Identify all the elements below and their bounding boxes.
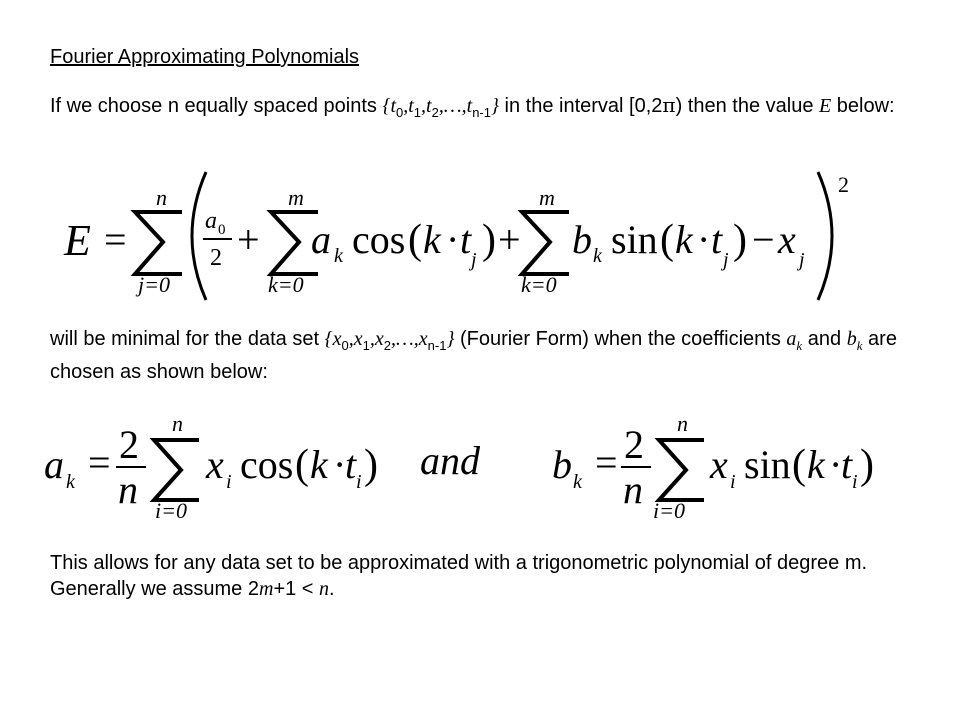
- bk-sub: k: [573, 471, 582, 493]
- bk-x: x: [710, 442, 728, 487]
- coef-a: a: [311, 217, 331, 262]
- ak-num: 2: [119, 422, 139, 467]
- x-var-sub: j: [799, 249, 805, 271]
- sum-k2-top: m: [539, 185, 555, 210]
- pi-symbol: π: [662, 93, 676, 117]
- sum-j-top: n: [156, 185, 167, 210]
- bk-dot: ·: [829, 442, 843, 487]
- minus: −: [752, 217, 775, 262]
- sin-close: ): [733, 217, 747, 263]
- coef-b: b: [572, 217, 592, 262]
- and-word: and: [420, 438, 480, 483]
- E-symbol: E: [819, 95, 832, 117]
- m-symbol: m: [258, 578, 274, 600]
- a0-letter: a: [205, 208, 217, 234]
- ak-t: t: [345, 442, 357, 487]
- bk-t: t: [841, 442, 853, 487]
- bk-b: b: [552, 442, 572, 487]
- ak-t-sub: i: [356, 471, 362, 493]
- bk-open: (: [792, 442, 806, 488]
- sin-open: (: [660, 217, 674, 263]
- ak-equals: =: [88, 440, 111, 485]
- cos-t-sub: j: [471, 249, 477, 271]
- sin-t-sub: j: [723, 249, 729, 271]
- ak-sub: k: [66, 471, 75, 493]
- x-var: x: [778, 217, 796, 262]
- bk-x-sub: i: [730, 471, 736, 493]
- ak-cos: cos: [240, 442, 294, 487]
- sin-func: sin: [611, 217, 658, 262]
- bk-sum-bottom: i=0: [653, 498, 685, 523]
- sin-k: k: [675, 217, 693, 262]
- intro-text-a: If we choose n equally spaced points: [50, 95, 377, 117]
- bk-close: ): [860, 442, 874, 488]
- coef-b-sub: k: [593, 245, 602, 267]
- sum-j-bottom: j=0: [138, 272, 170, 297]
- conclusion-text-b: +1 <: [273, 578, 314, 600]
- slide-title: Fourier Approximating Polynomials: [50, 46, 360, 68]
- intro-text-b: in the interval [0,2: [504, 95, 663, 117]
- power-two: 2: [838, 172, 849, 197]
- sin-dot: ·: [697, 217, 711, 262]
- sin-t: t: [711, 217, 723, 262]
- bk-sum-top: n: [677, 411, 688, 436]
- coef-a-inline: $a_k$: [786, 328, 803, 353]
- conclusion-paragraph: [50, 550, 930, 602]
- ak-open: (: [295, 442, 309, 488]
- a0-sub: 0: [218, 222, 226, 238]
- cos-k: k: [423, 217, 441, 262]
- bk-t-sub: i: [852, 471, 858, 493]
- ak-dot: ·: [333, 442, 347, 487]
- ak-a: a: [44, 442, 64, 487]
- coef-a-sub: k: [334, 245, 343, 267]
- eq-E: E: [64, 216, 91, 265]
- cos-t: t: [460, 217, 472, 262]
- ak-x: x: [206, 442, 224, 487]
- ak-x-sub: i: [226, 471, 232, 493]
- conclusion-period: .: [329, 578, 335, 600]
- ak-sum-top: n: [172, 411, 183, 436]
- bk-k: k: [807, 442, 825, 487]
- ak-sigma: [154, 440, 199, 500]
- a0-denominator: 2: [210, 245, 222, 271]
- n-symbol: n: [319, 578, 330, 600]
- plus-1: +: [237, 217, 260, 262]
- points-set: $\{t_0,t_1,t_2,\dots,t_{n-1}\}$: [382, 95, 499, 120]
- sum-k2-bottom: k=0: [521, 272, 557, 297]
- ak-k: k: [310, 442, 328, 487]
- cos-open: (: [408, 217, 422, 263]
- minimal-text-a: will be minimal for the data set: [50, 328, 320, 350]
- minimal-text-c: are chosen as shown below:: [50, 328, 897, 383]
- bk-sigma: [659, 440, 704, 500]
- sum-k1-top: m: [288, 185, 304, 210]
- ak-sum-bottom: i=0: [155, 498, 187, 523]
- coef-b-inline: $b_k$: [846, 328, 863, 353]
- cos-close: ): [482, 217, 496, 263]
- ak-close: ): [364, 442, 378, 488]
- cos-dot: ·: [446, 217, 460, 262]
- minimal-text-b: (Fourier Form) when the coefficients: [460, 328, 781, 350]
- sum-k1-bottom: k=0: [268, 272, 304, 297]
- cos-func: cos: [352, 217, 406, 262]
- bk-sin: sin: [744, 442, 791, 487]
- bk-equals: =: [595, 440, 618, 485]
- intro-text-d: below:: [836, 95, 895, 117]
- bk-den: n: [623, 467, 643, 512]
- eq-equals: =: [104, 217, 127, 262]
- data-set: $\{x_0,x_1,x_2,\dots,x_{n-1}\}$: [324, 328, 455, 353]
- ak-den: n: [118, 467, 138, 512]
- plus-2: +: [498, 217, 521, 262]
- bk-num: 2: [624, 422, 644, 467]
- intro-text-c: ) then the value: [675, 95, 814, 117]
- minimal-and: and: [807, 328, 842, 350]
- conclusion-text-a: This allows for any data set to be approximated with a trigonometric polynomial of degree m. Generally we assume 2: [50, 552, 868, 600]
